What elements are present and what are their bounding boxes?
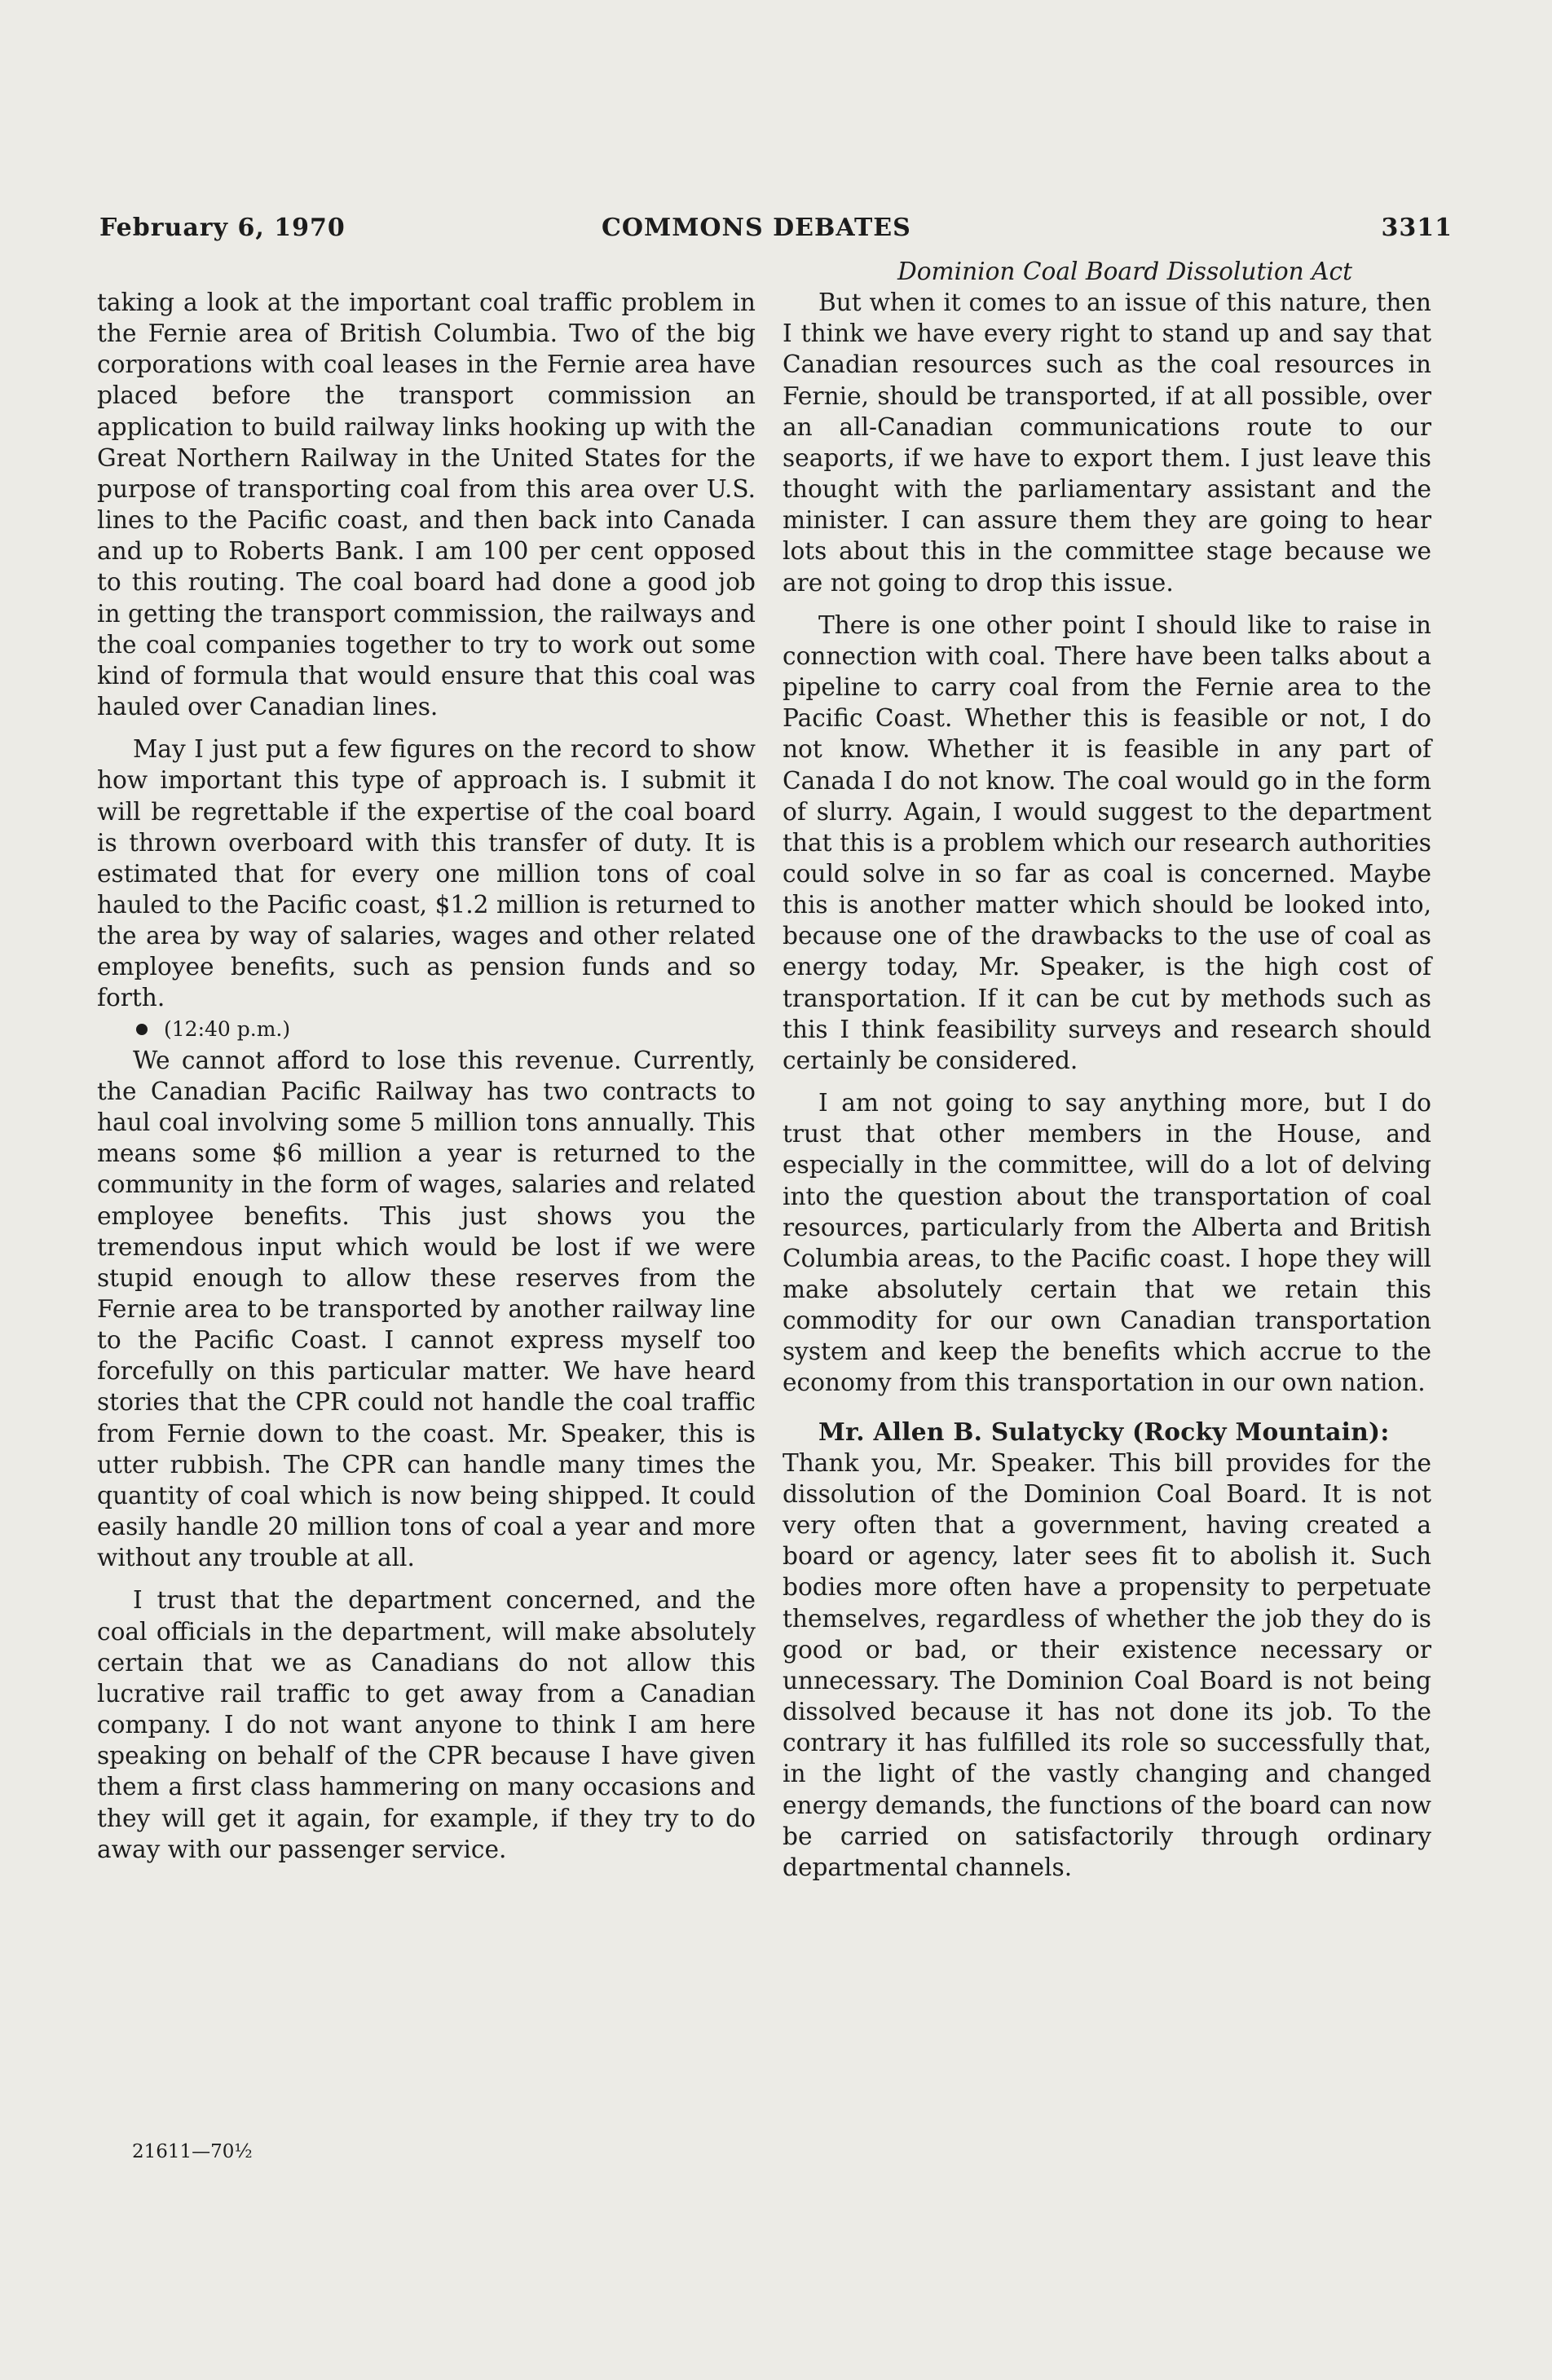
right-paragraph-2: There is one other point I should like to raise in connection with coal. There have been talks about a pipeline to carry coal from the Fernie area to the Pacific Coast. Whether this is feasible or not, I do not know. Whether it is feasible in any part of Canada I do not know. The coal would go in the form of slurry. Again, I would suggest to the department that this is a problem which our research authorities could solve in so far as coal is concerned. Maybe this is another matter which should be looked into, because one of the drawbacks to the use of coal as energy today, Mr. Speaker, is the high cost of transportation. If it can be cut by methods such as this I think feasibility surveys and research should certainly be considered.: [783, 610, 1431, 1074]
left-paragraph-2: May I just put a few figures on the record to show how important this type of approach is. I submit it will be regrettable if the expertise of the coal board is thrown overboard with this transfer of duty. It is estimated that for every one million tons of coal hauled to the Pacific coast, $1.2 million is returned to the area by way of salaries, wages and other related employee benefits, such as pension funds and so forth.: [97, 735, 756, 1012]
left-paragraph-3: We cannot afford to lose this revenue. Currently, the Canadian Pacific Railway has two contracts to haul coal involving some 5 million tons annually. This means some $6 million a year is returned to the community in the form of wages, salaries and related employee benefits. This just shows you the tremendous input which would be lost if we were stupid enough to allow these reserves from the Fernie area to be transported by another railway line to the Pacific Coast. I cannot express myself too forcefully on this particular matter. We have heard stories that the CPR could not handle the coal traffic from Fernie down to the coast. Mr. Speaker, this is utter rubbish. The CPR can handle many times the quantity of coal which is now being shipped. It could easily handle 20 million tons of coal a year and more without any trouble at all.: [97, 1046, 756, 1572]
right-paragraph-1: But when it comes to an issue of this nature, then I think we have every right to stand up and say that Canadian resources such as the coal resources in Fernie, should be transported, if at all possible, over an all-Canadian communications route to our seaports, if we have to export them. I just leave this thought with the parliamentary assistant and the minister. I can assure them they are going to hear lots about this in the committee stage because we are not going to drop this issue.: [783, 289, 1431, 597]
time-marker: [97, 1014, 756, 1045]
left-column: [97, 287, 756, 1865]
speaker-name: Mr. Allen B. Sulatycky (Rocky Mountain):: [818, 1417, 1390, 1446]
header-title: COMMONS DEBATES: [602, 214, 911, 242]
left-paragraph-4: I trust that the department concerned, and the coal officials in the department, will make absolutely certain that we as Canadians do not allow this lucrative rail traffic to get away from a Canadian company. I do not want anyone to think I am here speaking on behalf of the CPR because I have given them a first class hammering on many occasions and they will get it again, for example, if they try to do away with our passenger service.: [97, 1586, 756, 1863]
right-paragraph-4: Thank you, Mr. Speaker. This bill provides for the dissolution of the Dominion Coal Board. It is not very often that a government, having created a board or agency, later sees fit to abolish it. Such bodies more often have a propensity to perpetuate themselves, regardless of whether the job they do is good or bad, or their existence necessary or unnecessary. The Dominion Coal Board is not being dissolved because it has not done its job. To the contrary it has fulfilled its role so successfully that, in the light of the vastly changing and changed energy demands, the functions of the board can now be carried on satisfactorily through ordinary departmental channels.: [783, 1448, 1431, 1881]
page-number: 3311: [1381, 214, 1453, 242]
page-header: [99, 214, 1453, 254]
bullet-icon: [136, 1024, 148, 1035]
section-subheading: Dominion Coal Board Dissolution Act: [897, 258, 1352, 285]
header-date: February 6, 1970: [99, 214, 346, 242]
left-paragraph-1: taking a look at the important coal traffic problem in the Fernie area of British Columbia. Two of the big corporations with coal leases in the Fernie area have placed before the transport commission an application to build railway links hooking up with the Great Northern Railway in the United States for the purpose of transporting coal from this area over U.S. lines to the Pacific coast, and then back into Canada and up to Roberts Bank. I am 100 per cent opposed to this routing. The coal board had done a good job in getting the transport commission, the railways and the coal companies together to try to work out some kind of formula that would ensure that this coal was hauled over Canadian lines.: [97, 289, 756, 721]
right-column: [783, 256, 1431, 1883]
speaker-paragraph: [783, 1417, 1431, 1883]
time-marker-text: (12:40 p.m.): [164, 1016, 291, 1041]
right-paragraph-3: I am not going to say anything more, but I do trust that other members in the House, and especially in the committee, will do a lot of delving into the question about the transportation of coal resources, particularly from the Alberta and British Columbia areas, to the Pacific coast. I hope they will make absolutely certain that we retain this commodity for our own Canadian transportation system and keep the benefits which accrue to the economy from this transportation in our own nation.: [783, 1089, 1431, 1397]
footer-signature: 21611—70½: [132, 2141, 253, 2162]
